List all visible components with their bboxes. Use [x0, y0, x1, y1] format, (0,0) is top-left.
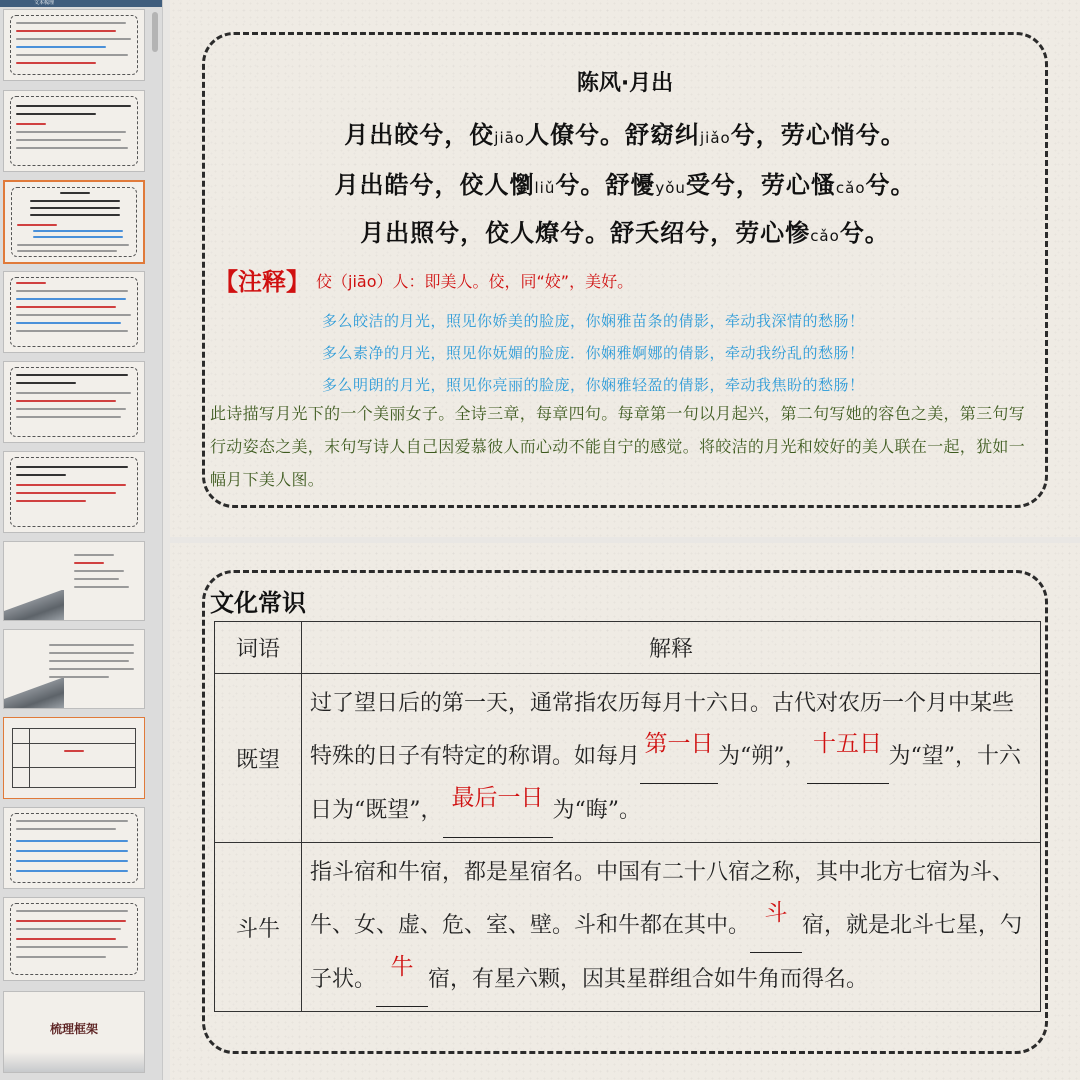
- rail-header-label: 文本梳理: [34, 0, 55, 6]
- poem-line-1: 月出皎兮，佼jiāo人僚兮。舒窈纠jiǎo兮，劳心悄兮。: [344, 121, 906, 149]
- table-row: [215, 843, 1041, 1012]
- explain-cell: 指斗宿和牛宿，都是星宿名。中国有二十八宿之称，其中北方七宿为斗、牛、女、虚、危、室、壁。斗和牛都在其中。 斗 宿，就是北斗七星，勺子状。 牛 宿，有星六颗，因其星群组合如牛角而得名。: [302, 843, 1041, 1012]
- answer-blank: 十五日: [807, 730, 889, 784]
- answer-blank: 斗: [750, 899, 802, 953]
- header-explain: 解释: [302, 622, 1041, 674]
- explain-cell: 过了望日后的第一天，通常指农历每月十六日。古代对农历一个月中某些特殊的日子有特定的称谓。如每月 第一日 为“朔”， 十五日 为“望”，十六日为“既望”， 最后一日 为“晦”。: [302, 674, 1041, 843]
- rail-scrollbar[interactable]: [152, 12, 158, 52]
- culture-table: [214, 621, 1041, 1012]
- pinyin: jiāo: [494, 129, 525, 147]
- poem-title: 陈风·月出: [576, 71, 674, 96]
- annotation-label: 【注释】: [214, 268, 310, 296]
- slide-thumbnail-rail: [0, 0, 163, 1080]
- rail-header: [0, 0, 162, 7]
- pinyin: jiǎo: [700, 129, 731, 147]
- slide-thumbnail-2[interactable]: [3, 90, 145, 172]
- translation-1: 多么皎洁的月光，照见你娇美的脸庞，你娴雅苗条的倩影，牵动我深情的愁肠！: [322, 312, 865, 330]
- translation-2: 多么素净的月光，照见你妩媚的脸庞．你娴雅婀娜的倩影，牵动我纷乱的愁肠！: [322, 344, 865, 362]
- slide-thumbnail-1[interactable]: [3, 9, 145, 81]
- annotation-text: 佼（jiāo）人：即美人。佼，同“姣”，美好。: [316, 272, 634, 291]
- pinyin: cǎo: [835, 179, 866, 197]
- table-header-row: [215, 622, 1041, 674]
- slide-thumbnail-5[interactable]: [3, 361, 145, 443]
- slide-thumbnail-9[interactable]: [3, 717, 145, 799]
- answer-blank: 第一日: [640, 730, 718, 784]
- pinyin: cǎo: [810, 227, 840, 245]
- annotation: [214, 262, 633, 297]
- answer-blank: 最后一日: [443, 784, 553, 838]
- slide-thumbnail-10[interactable]: [3, 807, 145, 889]
- term-cell: 斗牛: [215, 843, 302, 1012]
- pinyin: liǔ: [534, 179, 556, 197]
- slide-thumbnail-11[interactable]: [3, 897, 145, 981]
- term-cell: 既望: [215, 674, 302, 843]
- slide-thumbnail-7[interactable]: [3, 541, 145, 621]
- poem-line-2: 月出皓兮，佼人懰liǔ兮。舒懮yǒu受兮，劳心慅cǎo兮。: [334, 171, 916, 199]
- slide-thumbnail-6[interactable]: [3, 451, 145, 533]
- poem-analysis: 此诗描写月光下的一个美丽女子。全诗三章，每章四句。每章第一句以月起兴，第二句写她的容色之美，第三句写行动姿态之美，末句写诗人自己因爱慕彼人而心动不能自宁的感觉。将皎洁的月光和姣好的美人联在一起，犹如一幅月下美人图。: [210, 404, 1026, 489]
- section-title: 文化常识: [210, 589, 306, 617]
- slide-thumbnail-12[interactable]: [3, 991, 145, 1073]
- slide-poem[interactable]: [170, 0, 1080, 537]
- table-row: [215, 674, 1041, 843]
- poem-line-3: 月出照兮，佼人燎兮。舒夭绍兮，劳心惨cǎo兮。: [360, 219, 890, 247]
- slide-thumbnail-4[interactable]: [3, 271, 145, 353]
- translation-3: 多么明朗的月光，照见你亮丽的脸庞，你娴雅轻盈的倩影，牵动我焦盼的愁肠！: [322, 376, 865, 394]
- pinyin: yǒu: [655, 179, 686, 197]
- slide-culture[interactable]: [170, 543, 1080, 1080]
- thumb-title: 梳理框架: [49, 1022, 98, 1036]
- header-term: 词语: [215, 622, 302, 674]
- answer-blank: 牛: [376, 953, 428, 1007]
- slide-thumbnail-8[interactable]: [3, 629, 145, 709]
- slide-thumbnail-3-selected[interactable]: [3, 180, 145, 264]
